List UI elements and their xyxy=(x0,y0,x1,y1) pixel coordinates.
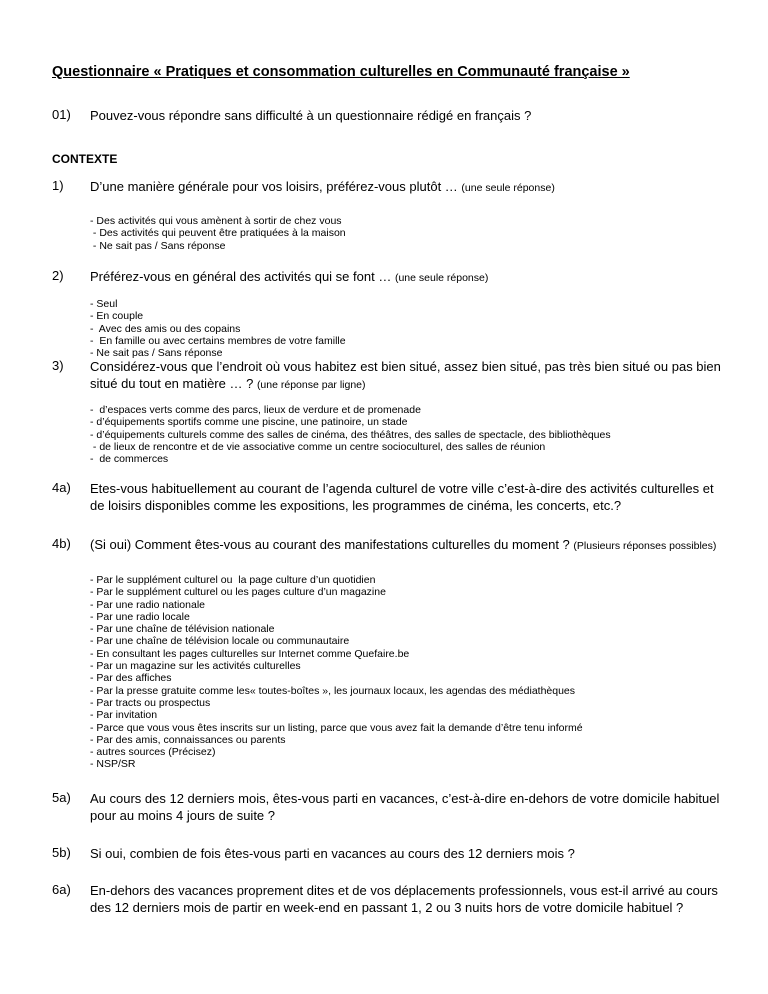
option-item: - Par le supplément culturel ou les pages culture d’un magazine xyxy=(90,586,386,599)
question-number: 2) xyxy=(52,268,64,283)
question-2-hint: (une seule réponse) xyxy=(394,272,489,284)
option-item: - Des activités qui peuvent être pratiquées à la maison xyxy=(90,227,346,240)
question-01-text: Pouvez-vous répondre sans difficulté à un questionnaire rédigé en français ? xyxy=(90,108,532,123)
question-2-text: Préférez-vous en général des activités qui se font … xyxy=(90,269,392,284)
question-4b-options xyxy=(90,574,583,771)
question-2 xyxy=(90,268,730,287)
option-item: - Par une radio nationale xyxy=(90,598,205,611)
option-item: - Par invitation xyxy=(90,709,158,722)
question-2-options xyxy=(90,298,346,359)
option-item: - Par le supplément culturel ou la page culture d’un quotidien xyxy=(90,574,376,586)
option-item: - Des activités qui vous amènent à sortir de chez vous xyxy=(90,215,342,227)
question-number: 5b) xyxy=(52,845,71,860)
option-item: - NSP/SR xyxy=(90,758,136,771)
option-item: - En couple xyxy=(90,310,144,323)
option-item: - d’espaces verts comme des parcs, lieux de verdure et de promenade xyxy=(90,404,421,416)
question-1-options xyxy=(90,215,346,252)
option-item: - de lieux de rencontre et de vie associative comme un centre socioculturel, des salles de réunion xyxy=(90,440,546,453)
option-item: - Seul xyxy=(90,298,118,310)
question-3-hint: (une réponse par ligne) xyxy=(256,379,366,391)
option-item: - Par une radio locale xyxy=(90,610,190,623)
section-heading-contexte: CONTEXTE xyxy=(52,152,118,166)
question-3-options xyxy=(90,404,611,465)
question-number: 4b) xyxy=(52,536,71,551)
option-item: - Par des affiches xyxy=(90,672,172,685)
question-1 xyxy=(90,178,730,197)
question-number: 6a) xyxy=(52,882,71,897)
question-number: 4a) xyxy=(52,480,71,495)
option-item: - Par la presse gratuite comme les« toutes-boîtes », les journaux locaux, les agendas des médiathèques xyxy=(90,684,576,697)
option-item: - Ne sait pas / Sans réponse xyxy=(90,239,226,252)
question-4a-text: Etes-vous habituellement au courant de l’agenda culturel de votre ville c’est-à-dire des activités culturelles et de loisirs disponibles comme les expositions, les programmes de cinéma, les concerts, etc.? xyxy=(90,481,714,513)
document-title: Questionnaire « Pratiques et consommation culturelles en Communauté française » xyxy=(52,64,630,80)
option-item: - d’équipements sportifs comme une piscine, une patinoire, un stade xyxy=(90,416,408,429)
option-item: - Par un magazine sur les activités culturelles xyxy=(90,660,301,673)
question-5a-text: Au cours des 12 derniers mois, êtes-vous parti en vacances, c’est-à-dire en-dehors de votre domicile habituel pour au moins 4 jours de suite ? xyxy=(90,791,720,823)
option-item: - Ne sait pas / Sans réponse xyxy=(90,347,223,360)
option-item: - Par tracts ou prospectus xyxy=(90,696,211,709)
question-number: 1) xyxy=(52,178,64,193)
question-3 xyxy=(90,358,730,394)
option-item: - d’équipements culturels comme des salles de cinéma, des théâtres, des salles de spectacle, des bibliothèques xyxy=(90,428,611,441)
question-1-hint: (une seule réponse) xyxy=(461,182,555,194)
question-number: 01) xyxy=(52,107,71,122)
option-item: - Par des amis, connaissances ou parents xyxy=(90,733,286,746)
question-6a-text: En-dehors des vacances proprement dites et de vos déplacements professionnels, vous est-il arrivé au cours des 12 derniers mois de partir en week-end en passant 1, 2 ou 3 nuits hors de votre domicile habituel ? xyxy=(90,883,718,915)
option-item: - En consultant les pages culturelles sur Internet comme Quefaire.be xyxy=(90,647,410,660)
question-4b-text: (Si oui) Comment êtes-vous au courant des manifestations culturelles du moment ? xyxy=(90,537,570,552)
option-item: - Avec des amis ou des copains xyxy=(90,322,241,335)
question-3-text: Considérez-vous que l’endroit où vous habitez est bien situé, assez bien situé, pas très bien situé ou pas bien situé du tout en matière … ? xyxy=(90,359,721,391)
option-item: - En famille ou avec certains membres de votre famille xyxy=(90,334,346,347)
question-1-text: D’une manière générale pour vos loisirs, préférez-vous plutôt … xyxy=(90,179,458,194)
option-item: - Par une chaîne de télévision locale ou communautaire xyxy=(90,635,350,648)
question-5b-text: Si oui, combien de fois êtes-vous parti en vacances au cours des 12 derniers mois ? xyxy=(90,846,575,861)
question-number: 3) xyxy=(52,358,64,373)
option-item: - Par une chaîne de télévision nationale xyxy=(90,623,275,636)
question-4b-hint: (Plusieurs réponses possibles) xyxy=(573,540,717,552)
question-number: 5a) xyxy=(52,790,71,805)
option-item: - Parce que vous vous êtes inscrits sur un listing, parce que vous avez fait la demande d’être tenu informé xyxy=(90,721,583,734)
option-item: - autres sources (Précisez) xyxy=(90,746,216,759)
question-4b xyxy=(90,536,730,555)
option-item: - de commerces xyxy=(90,453,169,466)
